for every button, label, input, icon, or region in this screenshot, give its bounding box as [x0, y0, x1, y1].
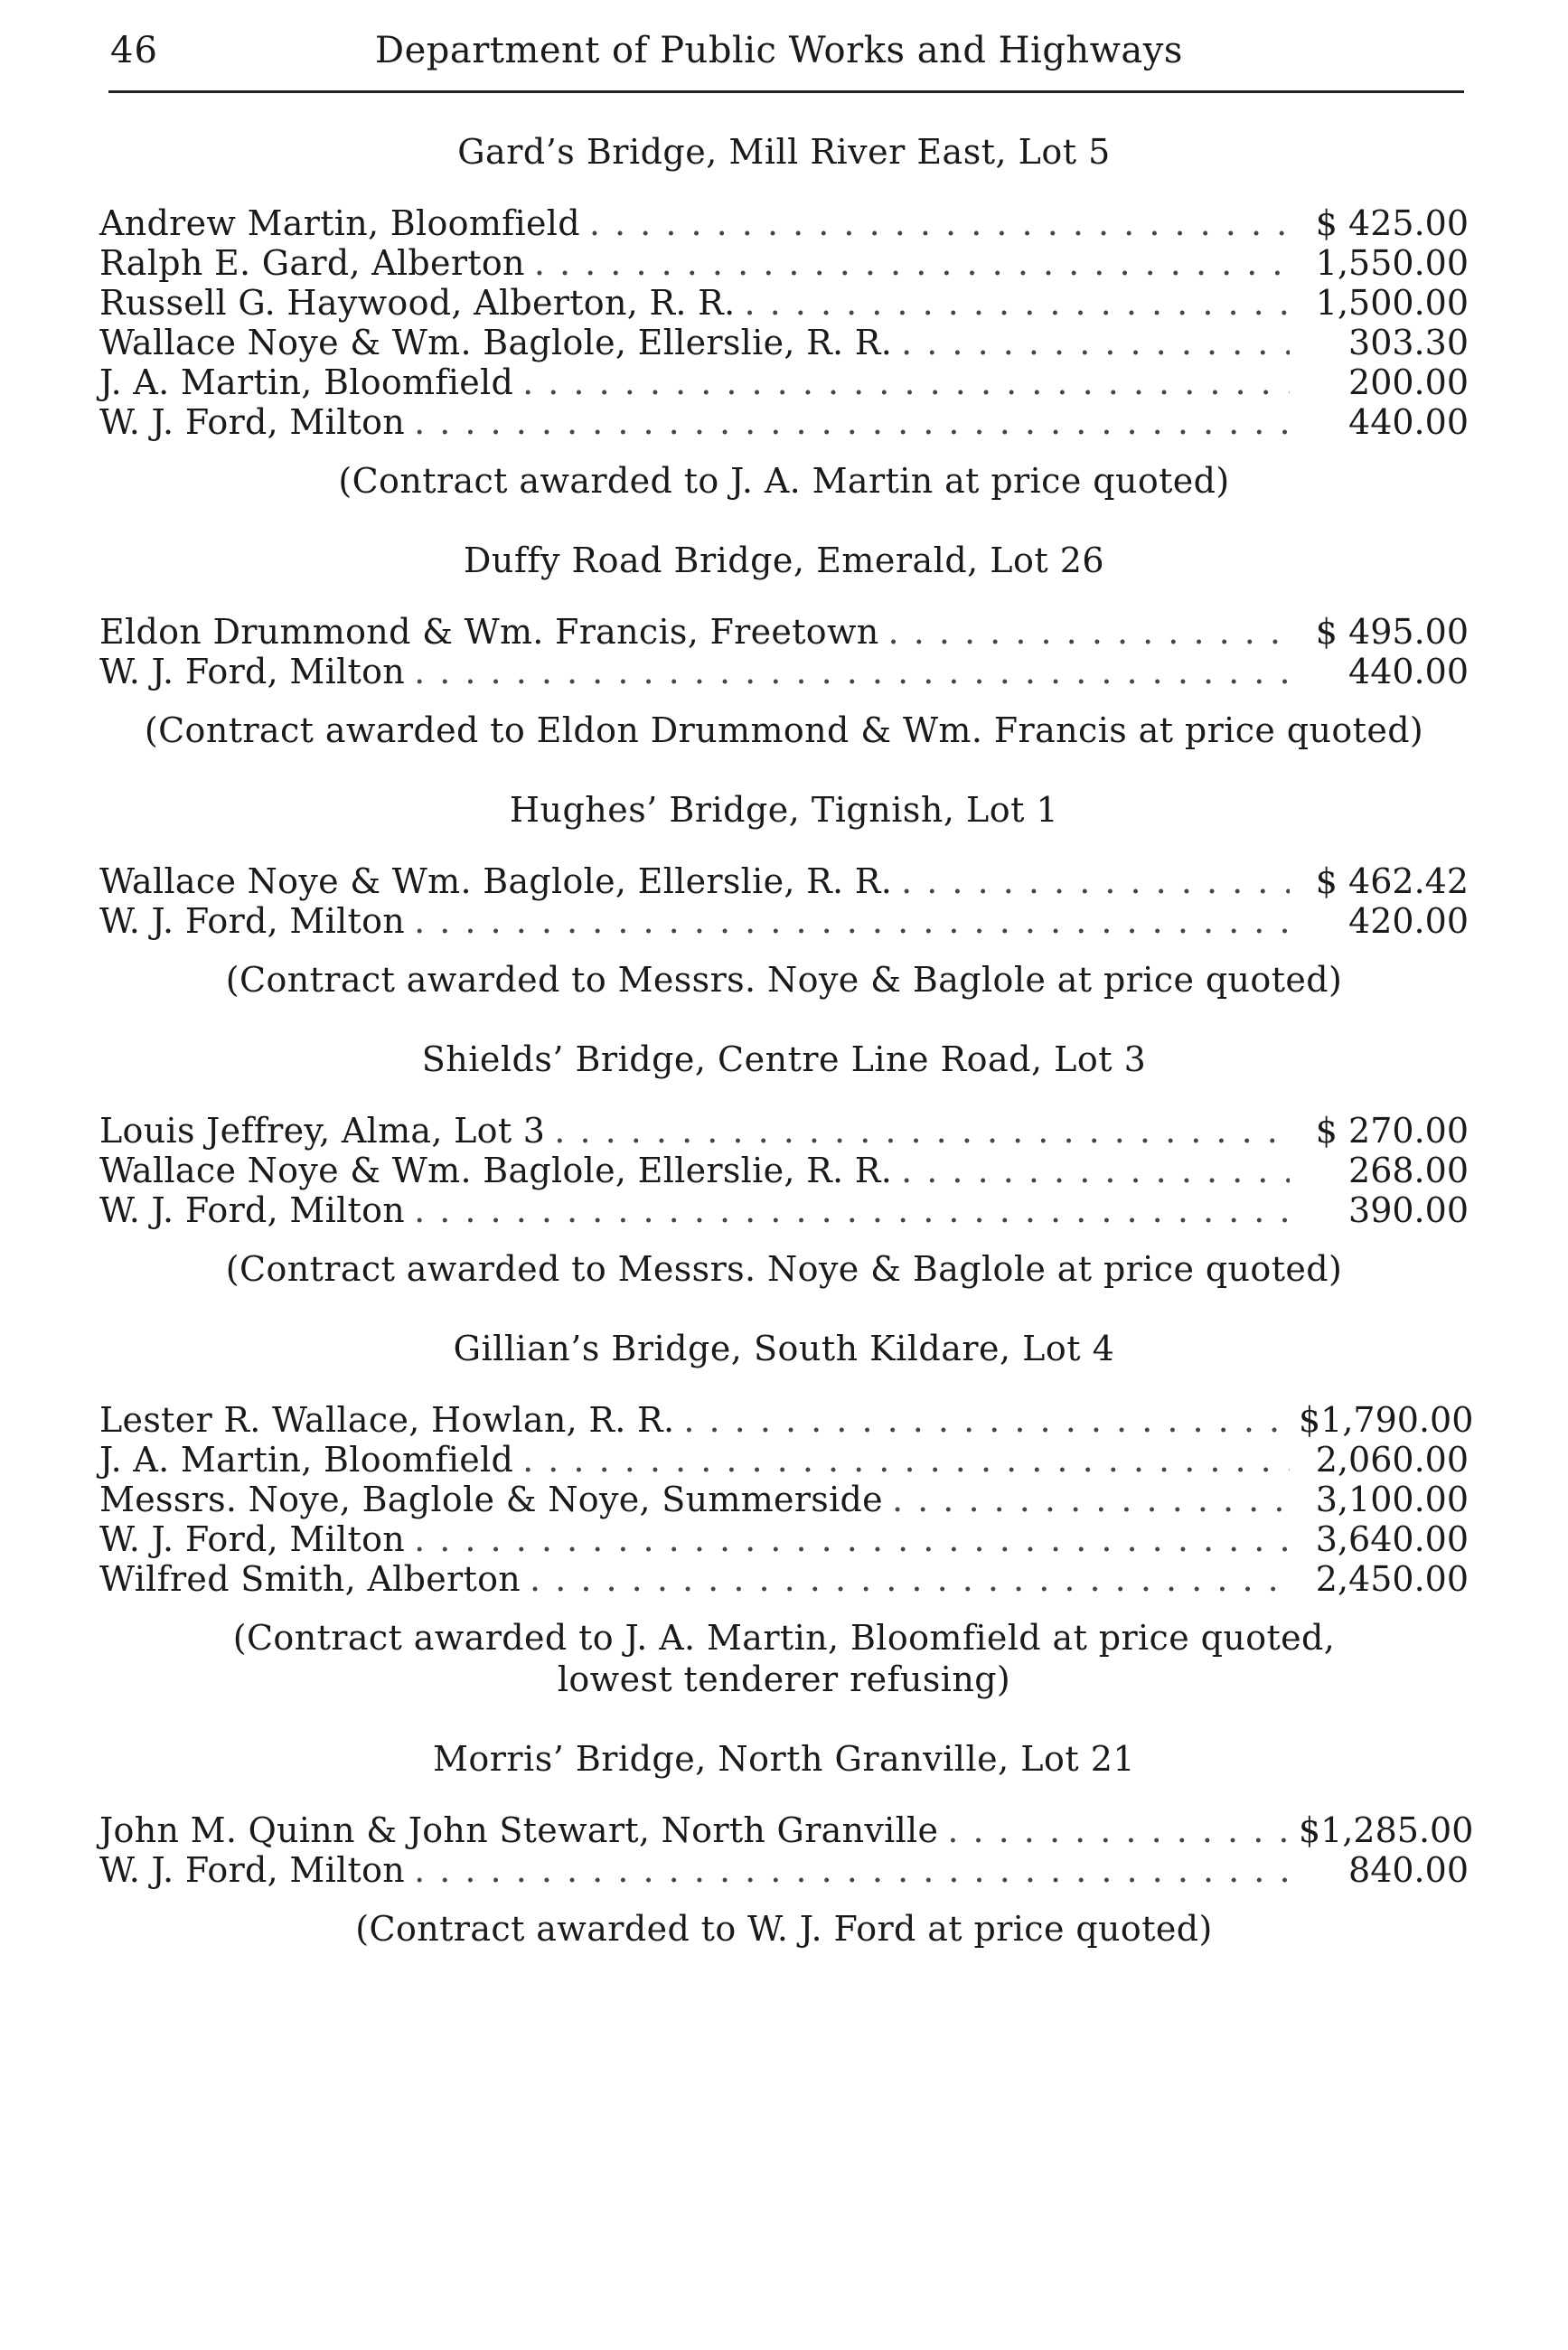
tenderer-name: Louis Jeffrey, Alma, Lot 3: [99, 1111, 546, 1151]
tender-row: [99, 243, 1469, 283]
contract-note-line: (Contract awarded to W. J. Ford at price quoted): [355, 1909, 1213, 1949]
tender-amount: $ 270.00: [1315, 1111, 1469, 1151]
dot-leader: [888, 612, 1290, 652]
tender-list: [99, 1810, 1474, 1890]
tenderer-name: Wilfred Smith, Alberton: [99, 1559, 521, 1599]
section-title: Gillian’s Bridge, South Kildare, Lot 4: [453, 1329, 1115, 1368]
dot-leader: [414, 652, 1290, 691]
tender-row: [99, 1810, 1474, 1850]
dot-leader: [414, 1190, 1290, 1230]
tender-row: [99, 901, 1469, 941]
page-number: 46: [110, 30, 158, 71]
tenderer-name: Ralph E. Gard, Alberton: [99, 243, 525, 283]
tender-list: [99, 203, 1469, 442]
tender-row: [99, 861, 1469, 901]
bridge-section: [99, 787, 1469, 1001]
running-head: [99, 18, 1469, 83]
tender-amount: 3,640.00: [1315, 1519, 1469, 1559]
tender-amount: 420.00: [1348, 901, 1469, 941]
tender-row: [99, 652, 1469, 691]
tender-amount: 390.00: [1348, 1190, 1469, 1230]
tender-amount: $1,285.00: [1299, 1810, 1474, 1850]
tender-list: [99, 861, 1469, 941]
tenderer-name: John M. Quinn & John Stewart, North Granville: [99, 1810, 939, 1850]
tender-sections: [99, 129, 1474, 1950]
tender-row: [99, 362, 1469, 402]
tenderer-name: Eldon Drummond & Wm. Francis, Freetown: [99, 612, 879, 652]
dot-leader: [901, 1151, 1290, 1190]
dot-leader: [901, 323, 1290, 362]
contract-note: [99, 1617, 1469, 1700]
tender-row: [99, 402, 1469, 442]
tender-row: [99, 323, 1469, 362]
dot-leader: [414, 1850, 1290, 1890]
contract-note: [99, 710, 1469, 751]
bridge-section: [99, 538, 1469, 751]
contract-note-line: lowest tenderer refusing): [557, 1659, 1011, 1699]
section-title: Shields’ Bridge, Centre Line Road, Lot 3: [421, 1039, 1147, 1079]
tender-amount: 440.00: [1348, 402, 1469, 442]
tender-row: [99, 1400, 1474, 1440]
contract-note: [99, 460, 1469, 502]
dot-leader: [589, 203, 1290, 243]
header-rule: [108, 90, 1464, 93]
tender-row: [99, 1111, 1469, 1151]
tenderer-name: Wallace Noye & Wm. Baglole, Ellerslie, R. R.: [99, 861, 893, 901]
tender-list: [99, 612, 1469, 691]
section-title: Morris’ Bridge, North Granville, Lot 21: [432, 1739, 1136, 1779]
tenderer-name: Messrs. Noye, Baglole & Noye, Summerside: [99, 1480, 883, 1519]
tenderer-name: J. A. Martin, Bloomfield: [99, 362, 514, 402]
bridge-section: [99, 1037, 1469, 1290]
section-title: Duffy Road Bridge, Emerald, Lot 26: [463, 540, 1105, 580]
tender-amount: 303.30: [1348, 323, 1469, 362]
tenderer-name: Wallace Noye & Wm. Baglole, Ellerslie, R. R.: [99, 1151, 893, 1190]
tender-list: [99, 1111, 1469, 1230]
tenderer-name: W. J. Ford, Milton: [99, 1850, 406, 1890]
tenderer-name: J. A. Martin, Bloomfield: [99, 1440, 514, 1480]
contract-note-line: (Contract awarded to J. A. Martin, Bloomfield at price quoted,: [232, 1618, 1336, 1658]
dot-leader: [683, 1400, 1290, 1440]
bridge-section: [99, 1326, 1474, 1700]
tender-amount: $ 495.00: [1315, 612, 1469, 652]
section-title: Gard’s Bridge, Mill River East, Lot 5: [457, 132, 1111, 172]
dot-leader: [414, 1519, 1290, 1559]
tender-amount: 2,060.00: [1315, 1440, 1469, 1480]
tender-row: [99, 1559, 1469, 1599]
tender-amount: 1,500.00: [1315, 283, 1469, 323]
contract-note-line: (Contract awarded to Eldon Drummond & Wm. Francis at price quoted): [144, 710, 1424, 750]
bridge-section: [99, 1736, 1474, 1950]
tender-amount: 3,100.00: [1315, 1480, 1469, 1519]
tender-amount: 200.00: [1348, 362, 1469, 402]
tender-row: [99, 1480, 1469, 1519]
tender-row: [99, 283, 1469, 323]
tender-row: [99, 1440, 1469, 1480]
tender-amount: $1,790.00: [1299, 1400, 1474, 1440]
contract-note: [99, 1248, 1469, 1290]
tender-amount: 1,550.00: [1315, 243, 1469, 283]
dot-leader: [892, 1480, 1290, 1519]
bridge-section: [99, 129, 1469, 502]
contract-note-line: (Contract awarded to Messrs. Noye & Baglole at price quoted): [225, 1249, 1343, 1289]
tenderer-name: W. J. Ford, Milton: [99, 402, 406, 442]
tender-amount: 2,450.00: [1315, 1559, 1469, 1599]
contract-note: [99, 1908, 1469, 1950]
tender-row: [99, 1190, 1469, 1230]
dot-leader: [522, 1440, 1290, 1480]
tender-row: [99, 203, 1469, 243]
dot-leader: [554, 1111, 1290, 1151]
dot-leader: [901, 861, 1290, 901]
contract-note: [99, 959, 1469, 1001]
dot-leader: [744, 283, 1290, 323]
tender-row: [99, 1151, 1469, 1190]
tender-row: [99, 1519, 1469, 1559]
tender-list: [99, 1400, 1474, 1599]
tender-amount: 268.00: [1348, 1151, 1469, 1190]
running-title: Department of Public Works and Highways: [375, 30, 1183, 71]
tenderer-name: Russell G. Haywood, Alberton, R. R.: [99, 283, 736, 323]
tenderer-name: W. J. Ford, Milton: [99, 1519, 406, 1559]
contract-note-line: (Contract awarded to Messrs. Noye & Baglole at price quoted): [225, 960, 1343, 1000]
tenderer-name: W. J. Ford, Milton: [99, 901, 406, 941]
document-page: [99, 18, 1474, 1950]
tender-amount: 440.00: [1348, 652, 1469, 691]
tenderer-name: Lester R. Wallace, Howlan, R. R.: [99, 1400, 675, 1440]
dot-leader: [414, 901, 1290, 941]
tenderer-name: Wallace Noye & Wm. Baglole, Ellerslie, R. R.: [99, 323, 893, 362]
tender-amount: 840.00: [1348, 1850, 1469, 1890]
tenderer-name: W. J. Ford, Milton: [99, 652, 406, 691]
tender-row: [99, 612, 1469, 652]
tender-amount: $ 462.42: [1315, 861, 1469, 901]
dot-leader: [414, 402, 1290, 442]
dot-leader: [522, 362, 1290, 402]
tender-row: [99, 1850, 1469, 1890]
contract-note-line: (Contract awarded to J. A. Martin at price quoted): [338, 461, 1230, 501]
dot-leader: [947, 1810, 1290, 1850]
tenderer-name: Andrew Martin, Bloomfield: [99, 203, 580, 243]
dot-leader: [530, 1559, 1290, 1599]
tenderer-name: W. J. Ford, Milton: [99, 1190, 406, 1230]
dot-leader: [534, 243, 1290, 283]
section-title: Hughes’ Bridge, Tignish, Lot 1: [509, 790, 1059, 830]
tender-amount: $ 425.00: [1315, 203, 1469, 243]
